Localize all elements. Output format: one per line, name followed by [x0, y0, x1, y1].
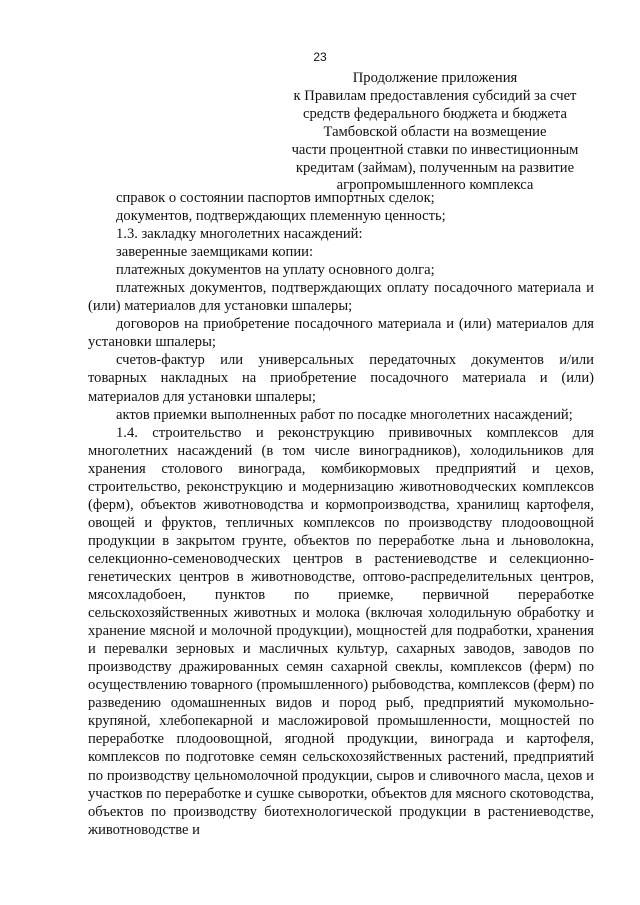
body-paragraph: 1.4. строительство и реконструкцию прививочных комплексов для многолетних насаждений (в том числе виноградников), холодильников для хранения столового винограда, комбикормовых предприятий и цехов, строительство, реконструкцию и модернизацию животноводческих комплексов (ферм), объектов животноводства и кормопроизводства, хранилищ картофеля, овощей и фруктов, тепличных комплексов по производству плодоовощной продукции в закрытом грунте, объектов по переработке льна и льноволокна, селекционно-семеноводческих центров в растениеводстве и селекционно-генетических центров в животноводстве, оптово-распределительных центров, мясохладобоен, пунктов по приемке, первичной переработке сельскохозяйственных животных и молока (включая холодильную обработку и хранение мясной и молочной продукции), мощностей для подработки, хранения и перевалки зерновых и масличных культур, сахарных заводов, заводов по производству дражированных семян сахарной свеклы, комплексов (ферм) по осуществлению товарного (промышленного) рыбоводства, комплексов (ферм) по разведению одомашненных видов и пород рыб, предприятий мукомольно-крупяной, хлебопекарной и масложировой промышленности, мощностей по переработке плодоовощной, ягодной продукции, винограда и картофеля, комплексов по подготовке семян сельскохозяйственных растений, предприятий по производству цельномолочной продукции, сыров и сливочного масла, цехов и участков по переработке и сушке сыворотки, объектов для мясного скотоводства, объектов по производству биотехнологической продукции в растениеводстве, животноводстве и [88, 424, 594, 838]
body-paragraph: документов, подтверждающих племенную ценность; [116, 208, 446, 225]
body-paragraph: заверенные заемщиками копии: [116, 244, 314, 261]
page-number: 23 [313, 50, 327, 64]
body-paragraph: счетов-фактур или универсальных передаточных документов и/или товарных накладных на приобретение посадочного материала и (или) материалов для установки шпалеры; [88, 352, 594, 405]
body-paragraph: справок о состоянии паспортов импортных сделок; [116, 190, 435, 206]
header-line: части процентной ставки по инвестиционным [291, 141, 579, 158]
header-line: кредитам (займам), полученным на развитие [295, 159, 575, 176]
header-line: средств федерального бюджета и бюджета [303, 105, 567, 122]
appendix-header [270, 70, 600, 195]
body-paragraph: платежных документов, подтверждающих оплату посадочного материала и (или) материалов для установки шпалеры; [88, 280, 594, 315]
body-paragraph: договоров на приобретение посадочного материала и (или) материалов для установки шпалеры; [88, 316, 594, 351]
document-body [88, 189, 594, 839]
body-paragraph: актов приемки выполненных работ по посадке многолетних насаждений; [116, 406, 573, 423]
header-line: Продолжение приложения [352, 70, 518, 86]
header-line: Тамбовской области на возмещение [323, 123, 547, 140]
header-line: к Правилам предоставления субсидий за счет [293, 87, 577, 104]
header-line: агропромышленного комплекса [336, 177, 534, 194]
body-paragraph: платежных документов на уплату основного долга; [116, 262, 435, 279]
body-paragraph: 1.3. закладку многолетних насаждений: [116, 226, 363, 243]
